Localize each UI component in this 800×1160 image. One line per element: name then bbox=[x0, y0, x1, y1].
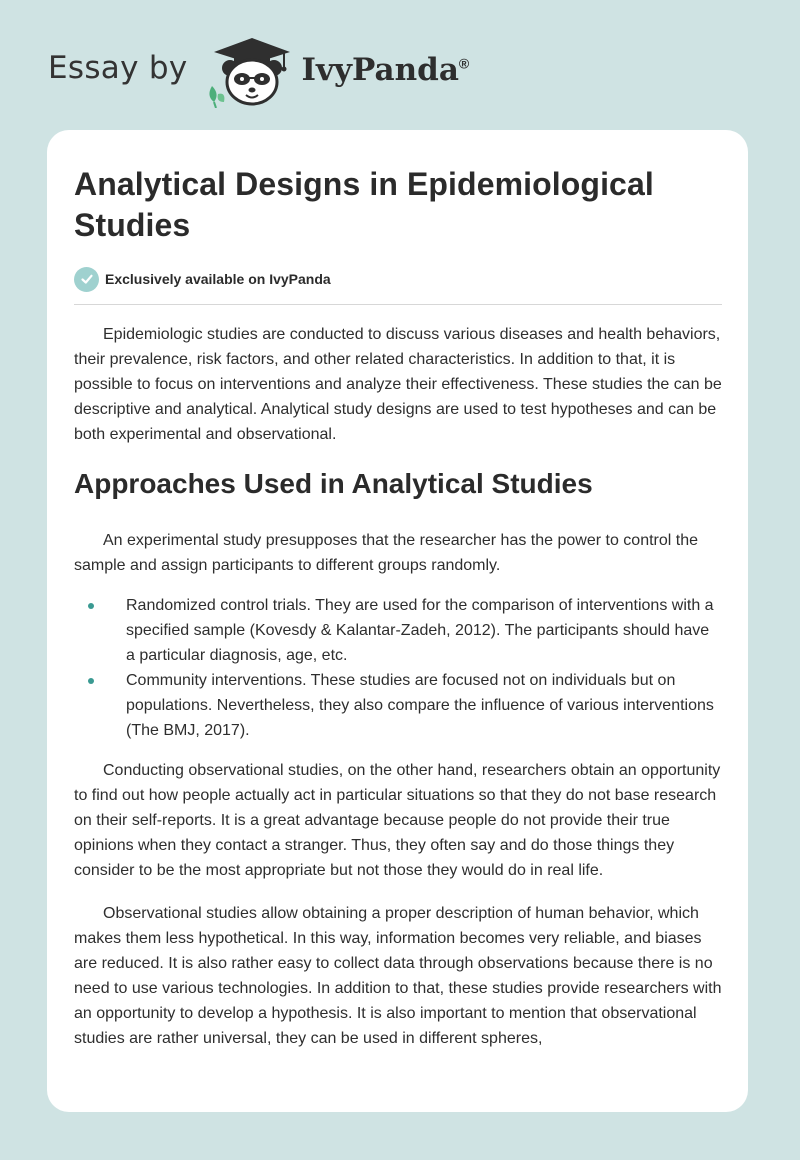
observational-paragraph: Conducting observational studies, on the other hand, researchers obtain an opportunity to find out how people actually act in particular situations so that they do not base research on their self-reports. It is a great advantage because people do not provide their true opinions when they contact a stranger. Thus, they often say and do those things they consider to be the most appropriate but not those they would do in real life. bbox=[74, 762, 721, 879]
panda-logo-icon bbox=[204, 34, 296, 108]
list-item-text: Randomized control trials. They are used for the comparison of interventions with a specified sample (Kovesdy & Kalantar-Zadeh, 2012). The participants should have a particular diagnosis, age, etc. bbox=[126, 597, 714, 664]
brand-name bbox=[302, 52, 470, 88]
study-types-list bbox=[74, 593, 722, 743]
bullet-icon bbox=[88, 603, 94, 609]
essay-card bbox=[47, 130, 748, 1112]
checkmark-icon bbox=[74, 267, 99, 292]
bullet-icon bbox=[88, 678, 94, 684]
list-item-text: Community interventions. These studies are focused not on individuals but on populations. Nevertheless, they also compare the influence of various interventions (The BMJ, 2017). bbox=[126, 672, 714, 739]
divider bbox=[74, 304, 722, 305]
site-header-brand[interactable] bbox=[48, 34, 469, 108]
essay-by-label: Essay by bbox=[48, 50, 188, 86]
list-item bbox=[74, 668, 722, 743]
exclusive-badge bbox=[74, 266, 722, 292]
section-heading: Approaches Used in Analytical Studies bbox=[74, 468, 593, 499]
exclusive-label: Exclusively available on IvyPanda bbox=[105, 271, 331, 287]
registered-mark: ® bbox=[458, 55, 470, 72]
brand-name-text: IvyPanda bbox=[301, 52, 459, 88]
page-title: Analytical Designs in Epidemiological Studies bbox=[74, 166, 654, 243]
list-item bbox=[74, 593, 722, 668]
intro-paragraph: Epidemiologic studies are conducted to discuss various diseases and health behaviors, their prevalence, risk factors, and other related characteristics. In addition to that, it is possible to focus on interventions and analyze their effectiveness. These studies the can be descriptive and analytical. Analytical study designs are used to test hypotheses and can be both experimental and observational. bbox=[74, 326, 722, 443]
advantages-paragraph: Observational studies allow obtaining a proper description of human behavior, which makes them less hypothetical. In this way, information becomes very reliable, and biases are reduced. It is also rather easy to collect data through observations because there is no need to use various technologies. In addition to that, these studies provide researchers with an opportunity to develop a hypothesis. It is also important to mention that observational studies are rather universal, they can be used in different spheres, bbox=[74, 905, 722, 1047]
experimental-paragraph: An experimental study presupposes that the researcher has the power to control the sample and assign participants to different groups randomly. bbox=[74, 532, 699, 574]
